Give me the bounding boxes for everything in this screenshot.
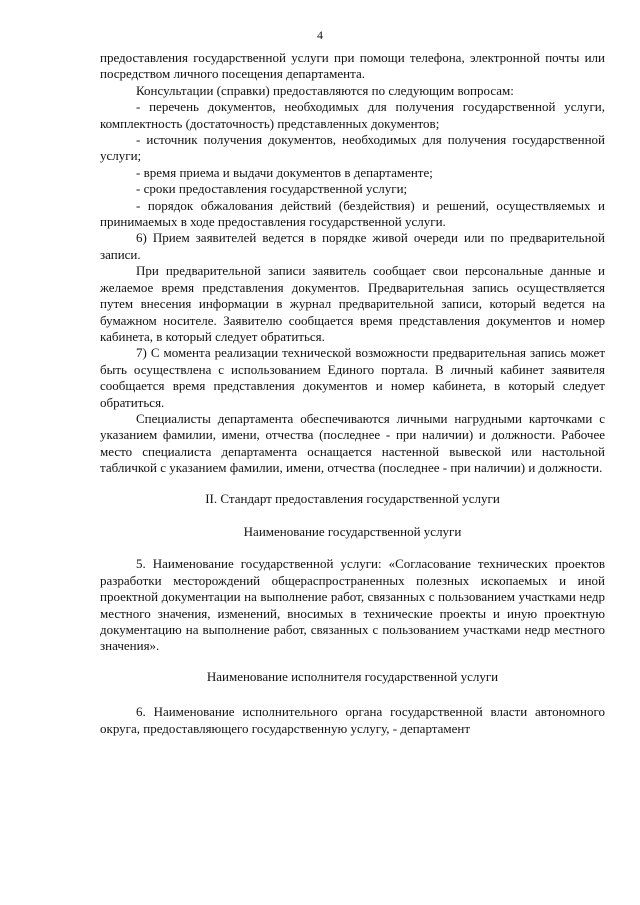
- page-number: 4: [317, 28, 323, 42]
- section-heading: II. Стандарт предоставления государственной услуги: [205, 490, 500, 506]
- paragraph-consultation-topics: Консультации (справки) предоставляются по следующим вопросам:: [136, 82, 514, 98]
- bullet-document-source: - источник получения документов, необходимых для получения государственной услуги;: [100, 132, 605, 164]
- subsection-heading-service-name: Наименование государственной услуги: [243, 523, 462, 539]
- paragraph-unified-portal: 7) С момента реализации технической возможности предварительная запись может быть осуществлена с использованием Единого портала. В личный кабинет заявителя сообщается время представления документов и номер кабинета, в который следует обратиться.: [100, 345, 605, 410]
- bullet-appeal-procedure: - порядок обжалования действий (бездействия) и решений, осуществляемых и принимаемых в ходе предоставления государственной услуги.: [100, 197, 605, 230]
- paragraph-specialist-badges: Специалисты департамента обеспечиваются личными нагрудными карточками с указанием фамилии, имени, отчества (последнее - при наличии) и должности. Рабочее место специалиста департамента оснащается настенной вывеской или настольной табличкой с указанием фамилии, имени, отчества (последнее - при наличии) и должности.: [100, 410, 605, 476]
- paragraph-executor-name: 6. Наименование исполнительного органа государственной власти автономного округа, предоставляющего государственную услугу, - департамент: [100, 704, 605, 736]
- document-body: [100, 50, 605, 737]
- subsection-heading-executor-name: Наименование исполнителя государственной услуги: [206, 668, 499, 684]
- bullet-reception-time: - время приема и выдачи документов в департаменте;: [136, 164, 433, 180]
- paragraph-contact-methods: предоставления государственной услуги при помощи телефона, электронной почты или посредством личного посещения департамента.: [100, 50, 605, 82]
- bullet-service-terms: - сроки предоставления государственной услуги;: [136, 181, 408, 197]
- paragraph-reception-order: 6) Прием заявителей ведется в порядке живой очереди или по предварительной записи.: [100, 230, 605, 262]
- paragraph-preliminary-record: При предварительной записи заявитель сообщает свои персональные данные и желаемое время представления документов. Предварительная запись осуществляется путем внесения информации в журнал предварительной записи, который ведется на бумажном носителе. Заявителю сообщается время представления документов и номер кабинета, в который следует обратиться.: [100, 263, 605, 344]
- paragraph-service-name: 5. Наименование государственной услуги: «Согласование технических проектов разработки месторождений общераспространенных полезных ископаемых и иной проектной документации на выполнение работ, связанных с пользованием участками недр местного значения, изменений, вносимых в технические проекты и иную проектную документацию на выполнение работ, связанных с пользованием участками недр местного значения».: [100, 556, 605, 654]
- bullet-document-list: - перечень документов, необходимых для получения государственной услуги, комплектность (достаточность) представленных документов;: [100, 99, 605, 131]
